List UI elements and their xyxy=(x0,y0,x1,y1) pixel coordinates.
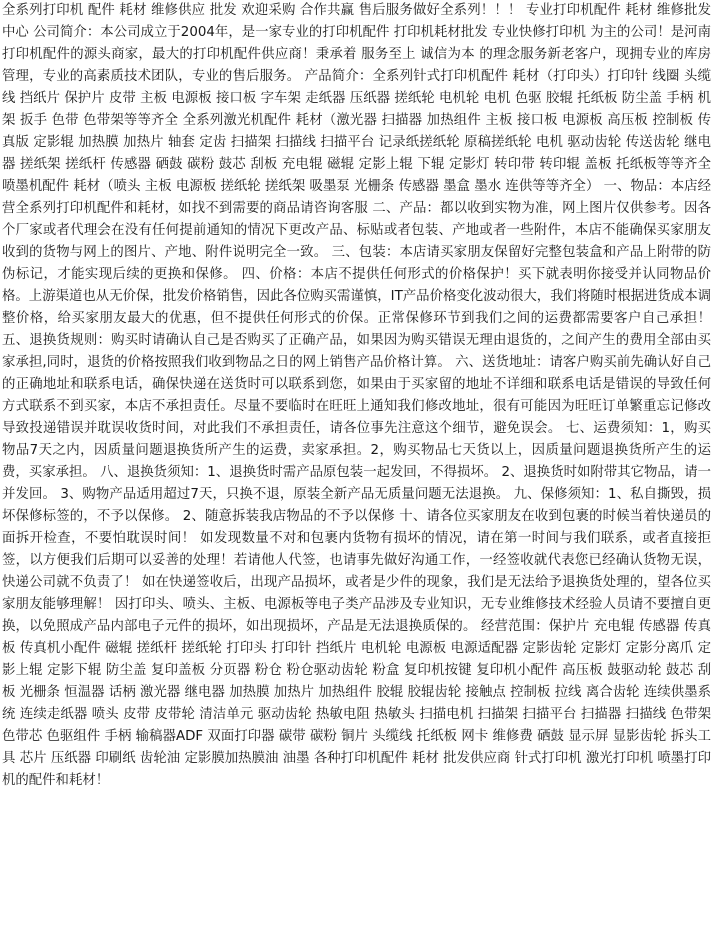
body-paragraph: 全系列打印机 配件 耗材 维修供应 批发 欢迎采购 合作共赢 售后服务做好全系列！！！ 专业打印机配件 耗材 维修批发中心 公司简介：本公司成立于2004年，是一家专业的打印机配件 打印机耗材批发 专业快修打印机 为主的公司！是河南打印机配件的源头商家，最大的打印机配件供应商！秉承着 服务至上 诚信为本 的理念服务新老客户，现拥专业的库房管理，专业的高素质技术团队，专业的售后服务。 产品简介：全系列针式打印机配件 耗材（打印头）打印针 线圈 头缆线 挡纸片 保护片 皮带 主板 电源板 接口板 字车架 走纸器 压纸器 搓纸轮 电机轮 电机 色驱 胶辊 托纸板 防尘盖 手柄 机架 扳手 色带 色带架等等齐全 全系列激光机配件 耗材（激光器 扫描器 加热组件 主板 接口板 电源板 高压板 控制板 传真版 定影辊 加热膜 加热片 轴套 定齿 扫描架 扫描线 扫描平台 记录纸搓纸轮 原稿搓纸轮 电机 驱动齿轮 传送齿轮 继电器 搓纸架 搓纸杆 传感器 硒鼓 碳粉 鼓芯 刮板 充电辊 磁辊 定影上辊 下辊 定影灯 转印带 转印辊 盖板 托纸板等等齐全 喷墨机配件 耗材（喷头 主板 电源板 搓纸轮 搓纸架 吸墨泵 光栅条 传感器 墨盒 墨水 连供等等齐全） 一、物品：本店经营全系列打印机配件和耗材，如找不到需要的商品请咨询客服 二、产品：都以收到实物为准，网上图片仅供参考。因各个厂家或者代理会在没有任何提前通知的情况下更改产品、标贴或者包装、产地或者一些附件，本店不能确保买家朋友收到的货物与网上的图片、产地、附件说明完全一致。 三、包装：本店请买家朋友保留好完整包装盒和产品上附带的防伪标记，才能实现后续的更换和保修。 四、价格：本店不提供任何形式的价格保护！买下就表明你接受并认同物品价格。上游渠道也从无价保，批发价格销售，因此各位购买需谨慎，IT产品价格变化波动很大，我们将随时根据进货成本调整价格，给买家朋友最大的优惠，但不提供任何形式的价保。正常保修环节到我们之间的运费都需要客户自己承担！ 五、退换货规则：购买时请确认自己是否购买了正确产品，如果因为购买错误无理由退货的，之间产生的费用全部由买家承担,同时，退货的价格按照我们收到物品之日的网上销售产品价格计算。 六、送货地址：请客户购买前先确认好自己的正确地址和联系电话，确保快递在送货时可以联系到您，如果由于买家留的地址不详细和联系电话是错误的导致任何方式联系不到买家，本店不承担责任。尽量不要临时在旺旺上通知我们修改地址，很有可能因为旺旺订单繁重忘记修改导致投递错误并耽误收货时间，对此我们不承担责任，请各位事先注意这个细节，避免误会。 七、运费须知：1，购买物品7天之内，因质量问题退换货所产生的运费，卖家承担。2，购买物品七天货以上，因质量问题退换货所产生的运费，买家承担。 八、退换货须知：1、退换货时需产品原包装一起发回，不得损坏。 2、退换货时如附带其它物品，请一并发回。 3、购物产品适用超过7天，只换不退，原装全新产品无质量问题无法退换。 九、保修须知：1、私自撕毁，损坏保修标签的，不予以保修。 2、随意拆装我店物品的不予以保修 十、请各位买家朋友在收到包裹的时候当着快递员的面拆开检查，不要怕耽误时间！ 如发现数量不对和包裹内货物有损坏的情况，请在第一时间与我们联系，或者直接拒签，以方便我们后期可以妥善的处理！若请他人代签，也请事先做好沟通工作，一经签收就代表您已经确认货物无误，快递公司就不负责了！ 如在快递签收后，出现产品损坏，或者是少件的现象，我们是无法给予退换货处理的，望各位买家朋友能够理解！ 因打印头、喷头、主板、电源板等电子类产品涉及专业知识，无专业维修技术经验人员请不要擅自更换，以免照成产品内部电子元件的损坏，如出现损坏，产品是无法退换质保的。 经营范围：保护片 充电辊 传感器 传真板 传真机小配件 磁辊 搓纸杆 搓纸轮 打印头 打印针 挡纸片 电机轮 电源板 电源适配器 定影齿轮 定影灯 定影分离爪 定影上辊 定影下辊 防尘盖 复印盖板 分页器 粉仓 粉仓驱动齿轮 粉盒 复印机按键 复印机小配件 高压板 鼓驱动轮 鼓芯 刮板 光栅条 恒温器 话柄 激光器 继电器 加热膜 加热片 加热组件 胶辊 胶辊齿轮 接触点 控制板 拉线 离合齿轮 连续供墨系统 连续走纸器 喷头 皮带 皮带轮 清洁单元 驱动齿轮 热敏电阻 热敏头 扫描电机 扫描架 扫描平台 扫描器 扫描线 色带架 色带芯 色驱组件 手柄 输稿器ADF 双面打印器 碳带 碳粉 铜片 头缆线 托纸板 网卡 维修费 硒鼓 显示屏 显影齿轮 拆头工具 芯片 压纸器 印刷纸 齿轮油 定影膜加热膜油 油墨 各种打印机配件 耗材 批发供应商 针式打印机 激光打印机 喷墨打印机的配件和耗材！ xyxy=(2,3,711,788)
